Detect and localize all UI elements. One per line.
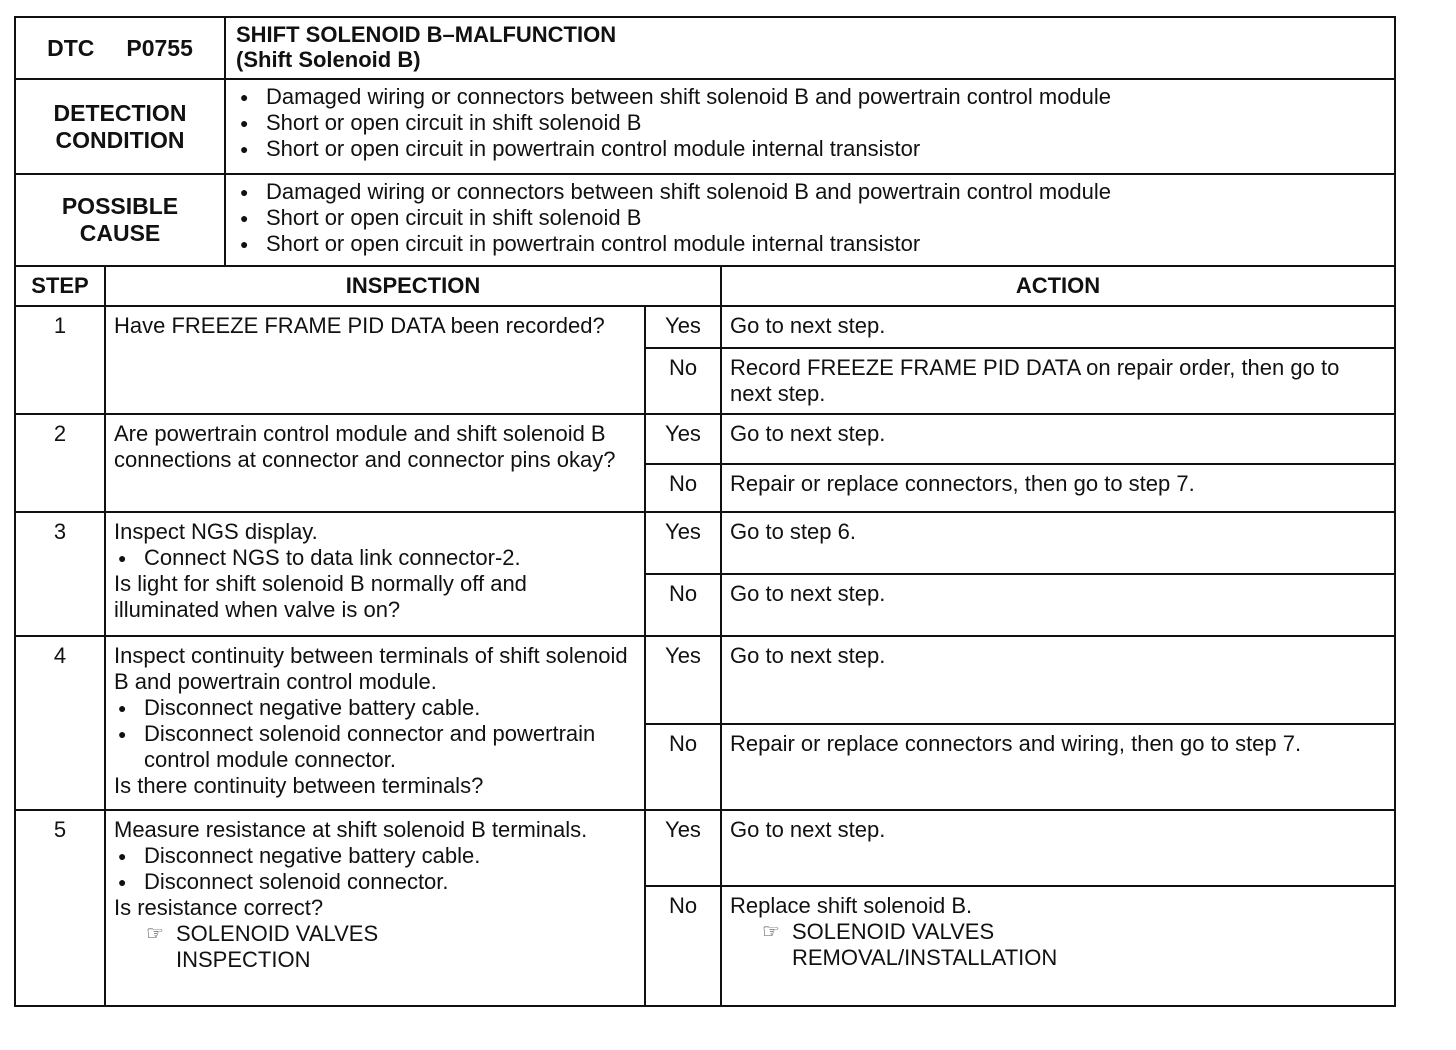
possible-cause-label-cell	[15, 174, 225, 266]
step-bullet: ● Disconnect negative battery cable.	[144, 695, 636, 721]
yes-action: Go to next step.	[721, 414, 1395, 464]
step-inspection	[105, 810, 645, 1006]
pointing-hand-icon: ☞	[762, 921, 780, 943]
detection-item: ● Short or open circuit in powertrain control module internal transistor	[266, 136, 1384, 162]
dtc-label: DTC	[47, 34, 95, 61]
action-column-header: ACTION	[721, 266, 1395, 306]
no-label: No	[645, 348, 721, 414]
table-row	[15, 306, 1395, 348]
dtc-cell	[15, 17, 225, 79]
no-label: No	[645, 574, 721, 636]
reference-line1: SOLENOID VALVES	[176, 921, 379, 946]
pointing-hand-icon: ☞	[146, 923, 164, 945]
table-row	[15, 810, 1395, 886]
table-row	[15, 512, 1395, 574]
yes-label: Yes	[645, 306, 721, 348]
step-inspection	[105, 512, 645, 636]
no-action: Record FREEZE FRAME PID DATA on repair order, then go to next step.	[721, 348, 1395, 414]
yes-label: Yes	[645, 512, 721, 574]
step-bullet: ● Disconnect solenoid connector and powertrain control module connector.	[144, 721, 636, 773]
step-inspection	[105, 636, 645, 810]
dtc-title-cell	[225, 17, 1395, 79]
step-bullet: ● Disconnect negative battery cable.	[144, 843, 636, 869]
no-action: Go to next step.	[721, 574, 1395, 636]
inspection-steps-table	[14, 265, 1396, 1007]
inspection-column-header: INSPECTION	[105, 266, 721, 306]
step-question: Is light for shift solenoid B normally off and illuminated when valve is on?	[114, 571, 527, 622]
reference-line2: REMOVAL/INSTALLATION	[792, 945, 1058, 970]
step-column-header: STEP	[15, 266, 105, 306]
step-question: Are powertrain control module and shift solenoid B connections at connector and connector pins okay?	[114, 421, 616, 472]
possible-cause-item: ● Short or open circuit in powertrain control module internal transistor	[266, 231, 1384, 257]
step-bullets	[114, 695, 636, 773]
reference-link[interactable]	[758, 919, 1386, 971]
reference-line2: INSPECTION	[176, 947, 311, 972]
yes-label: Yes	[645, 810, 721, 886]
no-action: Repair or replace connectors and wiring, then go to step 7.	[721, 724, 1395, 810]
possible-cause-item: ● Short or open circuit in shift solenoid B	[266, 205, 1384, 231]
step-inspection	[105, 306, 645, 414]
step-intro: Inspect NGS display.	[114, 519, 318, 544]
possible-cause-item: ● Damaged wiring or connectors between shift solenoid B and powertrain control module	[266, 179, 1384, 205]
possible-label-line1: POSSIBLE	[61, 193, 179, 219]
step-number: 1	[15, 306, 105, 414]
possible-cause-list	[236, 179, 1384, 257]
yes-action: Go to next step.	[721, 810, 1395, 886]
yes-action: Go to next step.	[721, 636, 1395, 724]
detection-item: ● Short or open circuit in shift solenoid B	[266, 110, 1384, 136]
detection-items-cell	[225, 79, 1395, 174]
detection-label-line2: CONDITION	[55, 126, 185, 153]
no-action-text: Replace shift solenoid B.	[730, 893, 973, 918]
step-number: 3	[15, 512, 105, 636]
reference-line1: SOLENOID VALVES	[792, 919, 995, 944]
no-label: No	[645, 724, 721, 810]
no-label: No	[645, 886, 721, 1006]
detection-list	[236, 84, 1384, 162]
dtc-header-table	[14, 16, 1396, 267]
dtc-subtitle: (Shift Solenoid B)	[236, 47, 421, 72]
step-number: 5	[15, 810, 105, 1006]
detection-item: ● Damaged wiring or connectors between shift solenoid B and powertrain control module	[266, 84, 1384, 110]
step-inspection	[105, 414, 645, 512]
step-number: 2	[15, 414, 105, 512]
step-bullet: ● Disconnect solenoid connector.	[144, 869, 636, 895]
step-question: Have FREEZE FRAME PID DATA been recorded?	[114, 313, 605, 338]
yes-action: Go to step 6.	[721, 512, 1395, 574]
detection-label-cell	[15, 79, 225, 174]
dtc-title: SHIFT SOLENOID B–MALFUNCTION	[236, 22, 617, 47]
no-label: No	[645, 464, 721, 512]
step-intro: Measure resistance at shift solenoid B terminals.	[114, 817, 588, 842]
dtc-document	[14, 16, 1394, 1007]
no-action: Repair or replace connectors, then go to step 7.	[721, 464, 1395, 512]
reference-link[interactable]	[142, 921, 636, 973]
step-number: 4	[15, 636, 105, 810]
possible-label-line2: CAUSE	[79, 220, 161, 246]
step-bullets	[114, 545, 636, 571]
dtc-code: P0755	[126, 34, 193, 61]
table-row	[15, 414, 1395, 464]
detection-label-line1: DETECTION	[53, 99, 187, 126]
possible-cause-items-cell	[225, 174, 1395, 266]
step-question: Is there continuity between terminals?	[114, 773, 484, 798]
step-bullet: ● Connect NGS to data link connector-2.	[144, 545, 636, 571]
table-row	[15, 636, 1395, 724]
step-question: Is resistance correct?	[114, 895, 324, 920]
step-bullets	[114, 843, 636, 895]
yes-action: Go to next step.	[721, 306, 1395, 348]
yes-label: Yes	[645, 636, 721, 724]
step-intro: Inspect continuity between terminals of shift solenoid B and powertrain control module.	[114, 643, 628, 694]
yes-label: Yes	[645, 414, 721, 464]
no-action	[721, 886, 1395, 1006]
